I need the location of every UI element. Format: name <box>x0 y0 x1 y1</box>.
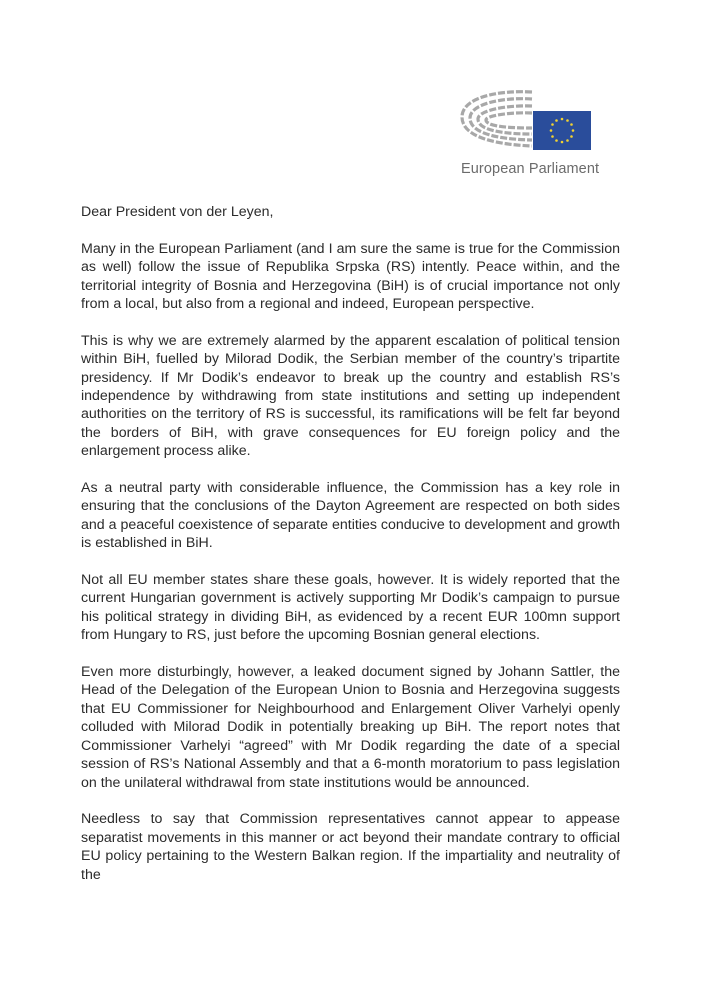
paragraph: Needless to say that Commission representatives cannot appear to appease separatist movements in this manner or act beyond their mandate contrary to official EU policy pertaining to the Western Balkan region. If the impartiality and neutrality of the <box>81 811 620 883</box>
paragraph: This is why we are extremely alarmed by the apparent escalation of political tension within BiH, fuelled by Milorad Dodik, the Serbian member of the country’s tripartite presidency. If Mr Dodik’s endeavor to break up the country and establish RS’s independence by withdrawing from state institutions and setting up independent authorities on the territory of RS is successful, its ramifications will be felt far beyond the borders of BiH, with grave consequences for EU foreign policy and the enlargement process alike. <box>81 332 620 460</box>
hemicycle-icon <box>456 84 596 164</box>
paragraph: Even more disturbingly, however, a leaked document signed by Johann Sattler, the Head of the Delegation of the European Union to Bosnia and Herzegovina suggests that EU Commissioner for Neighbourhood and Enlargement Oliver Varhelyi openly colluded with Milorad Dodik in potentially breaking up BiH. The report notes that Commissioner Varhelyi “agreed” with Mr Dodik regarding the date of a special session of RS’s National Assembly and that a 6-month moratorium to pass legislation on the unilateral withdrawal from state institutions would be announced. <box>81 664 620 791</box>
salutation: Dear President von der Leyen, <box>81 204 274 220</box>
eu-flag-icon <box>533 111 591 150</box>
european-parliament-logo <box>456 84 600 184</box>
paragraph: As a neutral party with considerable influence, the Commission has a key role in ensuring that the conclusions of the Dayton Agreement are respected on both sides and a peaceful coexistence of separate entities conducive to development and growth is established in BiH. <box>81 480 620 552</box>
paragraph: Not all EU member states share these goals, however. It is widely reported that the current Hungarian government is actively supporting Mr Dodik’s campaign to pursue his political strategy in dividing BiH, as evidenced by a recent EUR 100mn support from Hungary to RS, just before the upcoming Bosnian general elections. <box>81 572 620 644</box>
logo-text: European Parliament <box>461 161 600 177</box>
paragraph: Many in the European Parliament (and I am sure the same is true for the Commission as well) follow the issue of Republika Srpska (RS) intently. Peace within, and the territorial integrity of Bosnia and Herzegovina (BiH) is of crucial importance not only from a local, but also from a regional and indeed, European perspective. <box>81 240 620 313</box>
letter-body <box>81 203 620 902</box>
